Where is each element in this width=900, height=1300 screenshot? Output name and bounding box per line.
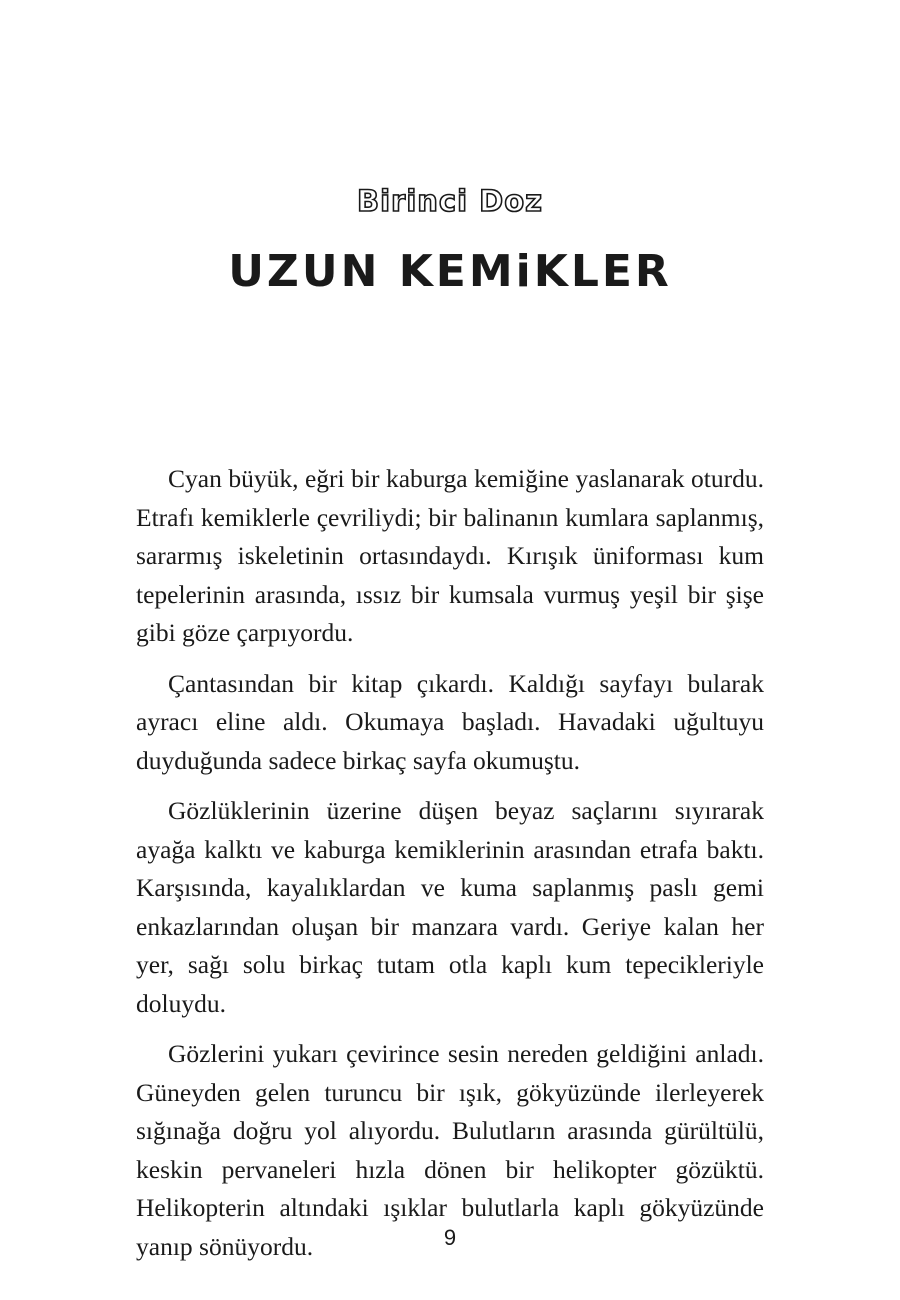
paragraph: Gözlüklerinin üzerine düşen beyaz saçlarını sıyırarak ayağa kalktı ve kaburga kemiklerinin arasından etrafa baktı. Karşısında, kayalıklardan ve kuma saplanmış paslı gemi enkazlarından oluşan bir manzara vardı. Geriye kalan her yer, sağı solu birkaç tutam otla kaplı kum tepecikleriyle doluydu. <box>136 796 764 1018</box>
page-number: 9 <box>443 1225 457 1250</box>
paragraph: Cyan büyük, eğri bir kaburga kemiğine yaslanarak oturdu. Etrafı kemiklerle çevriliydi; bir balinanın kumlara saplanmış, sararmış iskeletinin ortasındaydı. Kırışık üniforması kum tepelerinin arasında, ıssız bir kumsala vurmuş yeşil bir şişe gibi göze çarpıyordu. <box>136 464 764 647</box>
chapter-body <box>136 460 764 1278</box>
chapter-title: UZUN KEMiKLER <box>228 246 672 297</box>
paragraph: Çantasından bir kitap çıkardı. Kaldığı sayfayı bularak ayracı eline aldı. Okumaya başladı. Havadaki uğultuyu duyduğunda sadece birkaç sayfa okumuştu. <box>136 668 764 775</box>
paragraph: Gözlerini yukarı çevirince sesin nereden geldiğini anladı. Güneyden gelen turuncu bir ışık, gökyüzünde ilerleyerek sığınağa doğru yol alıyordu. Bulutların arasında gürültülü, keskin pervaneleri hızla dönen bir helikopter gözüktü. Helikopterin altındaki ışıklar bulutlarla kaplı gökyüzünde yanıp sönüyordu. <box>136 1039 764 1261</box>
chapter-subtitle: Birinci Doz <box>356 184 544 218</box>
